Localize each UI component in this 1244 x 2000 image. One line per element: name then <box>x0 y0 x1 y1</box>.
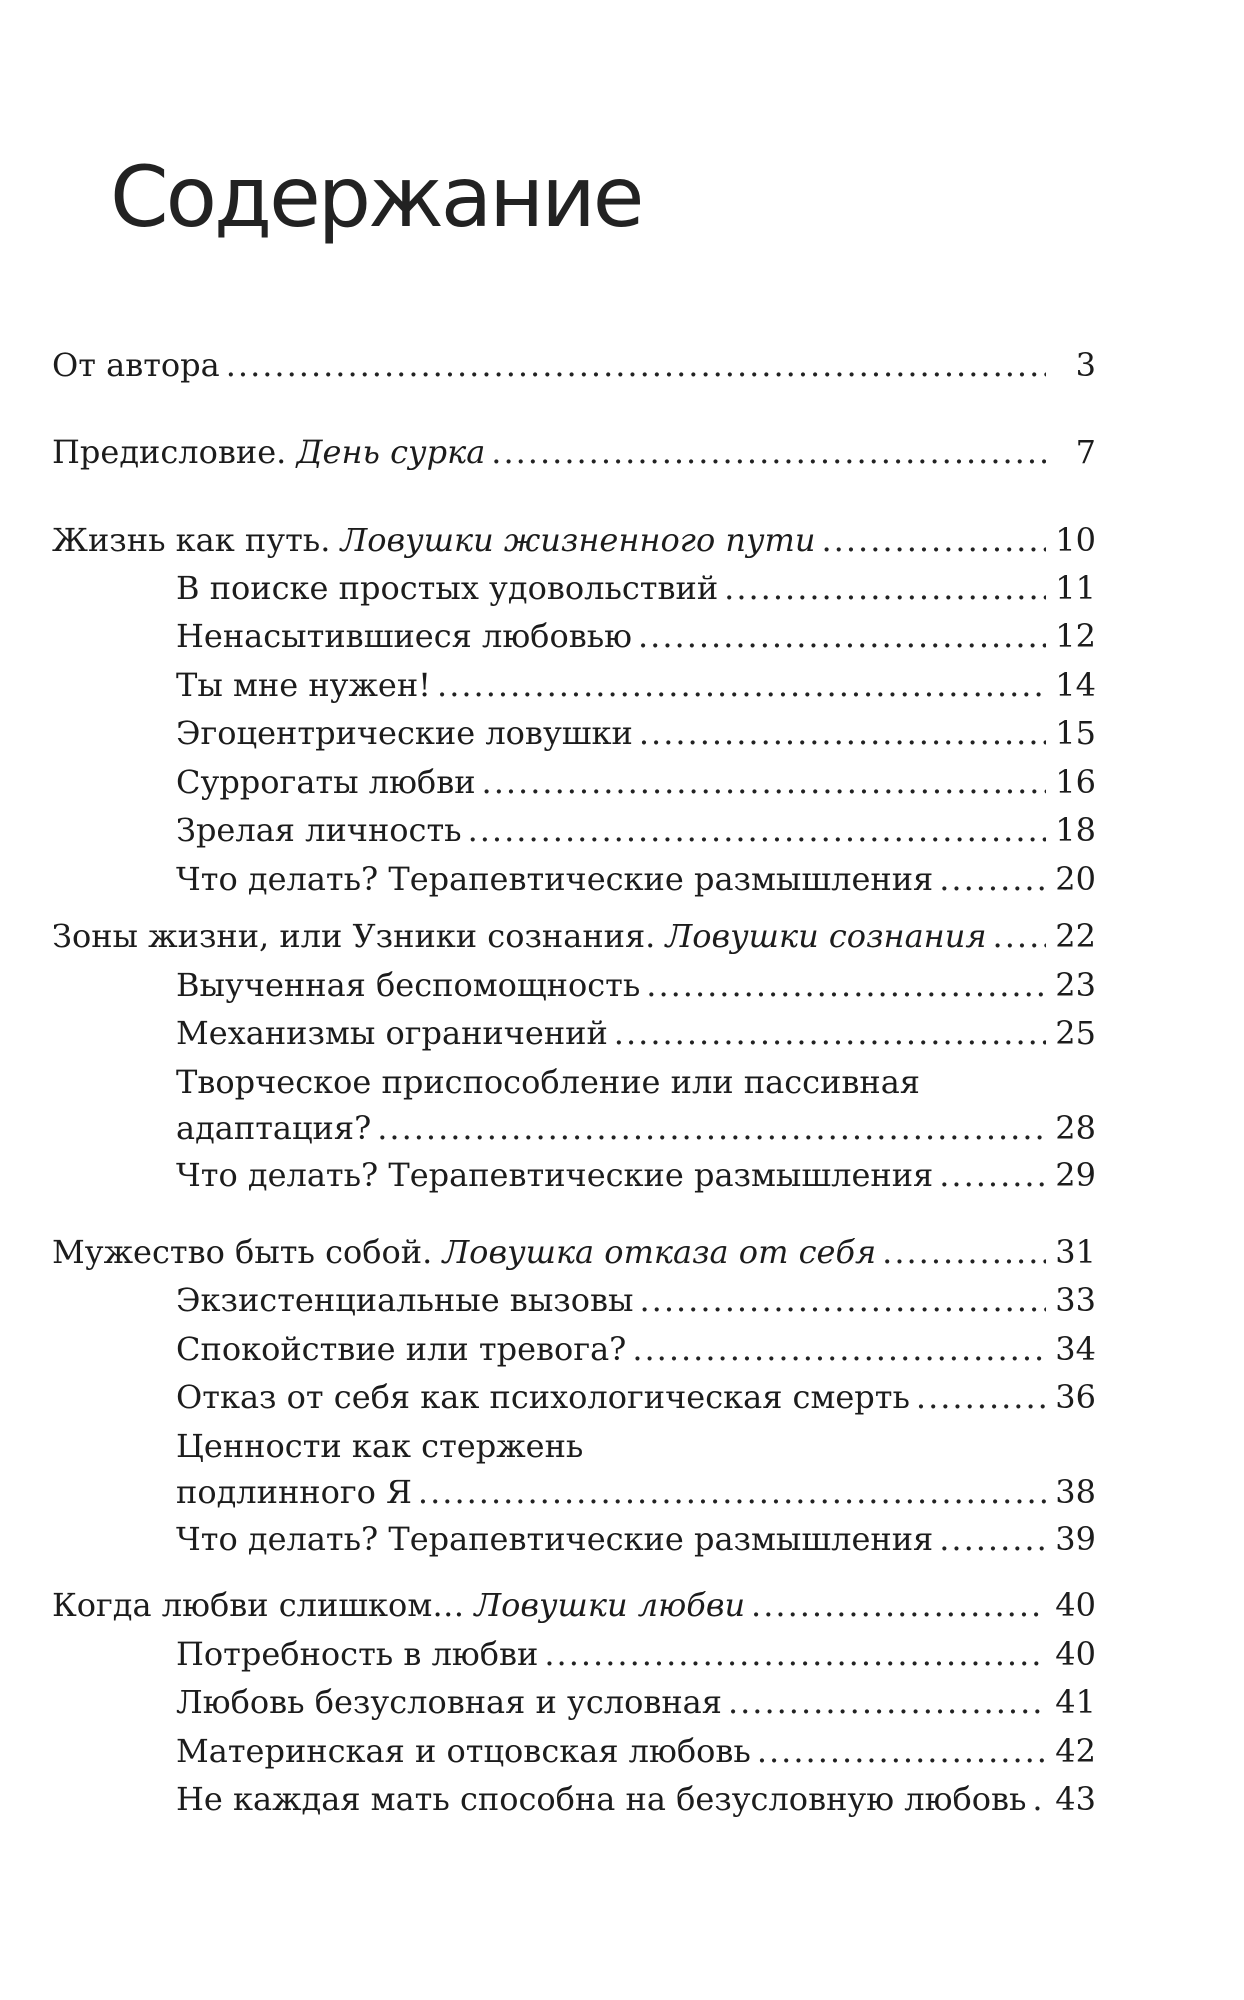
toc-entry <box>176 1011 1096 1055</box>
entry-page-number: 15 <box>1055 714 1096 752</box>
dot-leader <box>757 1729 1046 1773</box>
entry-page-number: 40 <box>1055 1586 1096 1624</box>
toc-entry <box>52 1583 1096 1627</box>
dot-leader <box>751 1583 1046 1627</box>
entry-title: Ненасытившиеся любовью <box>176 617 632 655</box>
entry-title-line1: Ценности как стержень <box>176 1427 584 1465</box>
table-of-contents <box>52 0 1096 2000</box>
toc-entry <box>176 1729 1096 1773</box>
toc-entry <box>176 711 1096 755</box>
toc-entry <box>176 1424 1096 1516</box>
dot-leader <box>639 711 1046 755</box>
entry-title-text: Зоны жизни, или Узники сознания. <box>52 917 656 955</box>
entry-title-text: Предисловие. <box>52 433 287 471</box>
entry-page-number: 41 <box>1055 1683 1096 1721</box>
entry-page-number: 22 <box>1055 917 1096 955</box>
dot-leader <box>491 430 1046 474</box>
dot-leader <box>646 963 1046 1007</box>
entry-title <box>52 1230 876 1274</box>
dot-leader <box>437 663 1046 707</box>
entry-title: Механизмы ограничений <box>176 1014 608 1052</box>
entry-page-number: 29 <box>1055 1156 1096 1194</box>
entry-page-number: 36 <box>1055 1378 1096 1416</box>
entry-title: Эгоцентрические ловушки <box>176 714 633 752</box>
entry-title-line2-row <box>176 1470 1096 1516</box>
entry-page-number: 43 <box>1055 1780 1096 1818</box>
entry-title: От автора <box>52 346 220 384</box>
dot-leader <box>468 808 1046 852</box>
entry-page-number: 39 <box>1055 1520 1096 1558</box>
entry-title <box>52 914 987 958</box>
entry-page-number: 34 <box>1055 1330 1096 1368</box>
entry-title-line2: адаптация? <box>176 1109 372 1147</box>
dot-leader <box>939 1517 1046 1561</box>
toc-entry <box>176 1375 1096 1419</box>
entry-title: Не каждая мать способна на безусловную любовь <box>176 1780 1027 1818</box>
dot-leader <box>939 1153 1046 1197</box>
entry-title: В поиске простых удовольствий <box>176 569 719 607</box>
entry-title: Экзистенциальные вызовы <box>176 1281 634 1319</box>
entry-page-number: 16 <box>1055 763 1096 801</box>
entry-title-line2-row <box>176 1106 1096 1152</box>
entry-page-number: 38 <box>1055 1473 1096 1511</box>
dot-leader <box>916 1375 1046 1419</box>
toc-entry <box>176 1632 1096 1676</box>
toc-entry <box>176 857 1096 901</box>
entry-subtitle: Ловушки жизненного пути <box>340 521 816 559</box>
entry-subtitle: Ловушка отказа от себя <box>442 1233 877 1271</box>
entry-title <box>52 1583 745 1627</box>
entry-title: Зрелая личность <box>176 811 462 849</box>
toc-entry <box>176 614 1096 658</box>
toc-entry <box>52 343 1096 387</box>
entry-page-number: 31 <box>1055 1233 1096 1271</box>
entry-title: Что делать? Терапевтические размышления <box>176 1520 934 1558</box>
toc-entry <box>176 760 1096 804</box>
dot-leader <box>728 1680 1046 1724</box>
entry-title: Ты мне нужен! <box>176 666 432 704</box>
dot-leader <box>724 566 1046 610</box>
toc-entry <box>176 1278 1096 1322</box>
toc-entry <box>52 430 1096 474</box>
dot-leader <box>822 518 1047 562</box>
dot-leader <box>638 614 1046 658</box>
entry-title-line2: подлинного Я <box>176 1473 412 1511</box>
entry-title-text: Жизнь как путь. <box>52 521 331 559</box>
entry-title: Спокойствие или тревога? <box>176 1330 627 1368</box>
dot-leader <box>614 1011 1046 1055</box>
entry-page-number: 3 <box>1075 346 1096 384</box>
toc-entry <box>176 1777 1096 1821</box>
dot-leader <box>882 1230 1046 1274</box>
entry-title: Что делать? Терапевтические размышления <box>176 1156 934 1194</box>
entry-title: Материнская и отцовская любовь <box>176 1732 751 1770</box>
entry-page-number: 42 <box>1055 1732 1096 1770</box>
dot-leader <box>939 857 1046 901</box>
toc-entry <box>176 1153 1096 1197</box>
dot-leader <box>226 343 1046 387</box>
entry-title <box>52 518 816 562</box>
entry-page-number: 33 <box>1055 1281 1096 1319</box>
toc-entry <box>176 1060 1096 1152</box>
dot-leader <box>993 914 1046 958</box>
toc-entry <box>176 963 1096 1007</box>
entry-page-number: 11 <box>1055 569 1096 607</box>
entry-title: Любовь безусловная и условная <box>176 1683 722 1721</box>
dot-leader <box>418 1470 1046 1514</box>
entry-title: Потребность в любви <box>176 1635 539 1673</box>
dot-leader <box>482 760 1046 804</box>
dot-leader <box>544 1632 1046 1676</box>
toc-entry <box>52 1230 1096 1274</box>
entry-subtitle: Ловушки любви <box>474 1586 746 1624</box>
entry-page-number: 28 <box>1055 1109 1096 1147</box>
entry-page-number: 20 <box>1055 860 1096 898</box>
entry-subtitle: Ловушки сознания <box>665 917 987 955</box>
entry-title <box>52 430 485 474</box>
entry-title: Отказ от себя как психологическая смерть <box>176 1378 910 1416</box>
entry-page-number: 40 <box>1055 1635 1096 1673</box>
toc-entry <box>176 808 1096 852</box>
dot-leader <box>639 1278 1046 1322</box>
page-title: Содержание <box>110 148 642 246</box>
toc-entry <box>176 1517 1096 1561</box>
entry-title-text: Мужество быть собой. <box>52 1233 433 1271</box>
toc-entry <box>52 914 1096 958</box>
entry-page-number: 18 <box>1055 811 1096 849</box>
dot-leader <box>377 1106 1046 1150</box>
entry-title: Суррогаты любви <box>176 763 476 801</box>
toc-entry <box>176 1327 1096 1371</box>
entry-title-line1: Творческое приспособление или пассивная <box>176 1063 920 1101</box>
entry-page-number: 7 <box>1075 433 1096 471</box>
entry-page-number: 10 <box>1055 521 1096 559</box>
toc-entry <box>176 1680 1096 1724</box>
dot-leader <box>632 1327 1046 1371</box>
entry-page-number: 14 <box>1055 666 1096 704</box>
entry-title: Что делать? Терапевтические размышления <box>176 860 934 898</box>
dot-leader <box>1032 1777 1046 1821</box>
toc-entry <box>52 518 1096 562</box>
entry-subtitle: День сурка <box>296 433 486 471</box>
entry-page-number: 12 <box>1055 617 1096 655</box>
entry-page-number: 25 <box>1055 1014 1096 1052</box>
toc-entry <box>176 663 1096 707</box>
toc-entry <box>176 566 1096 610</box>
entry-page-number: 23 <box>1055 966 1096 1004</box>
entry-title: Выученная беспомощность <box>176 966 641 1004</box>
entry-title-text: Когда любви слишком… <box>52 1586 465 1624</box>
